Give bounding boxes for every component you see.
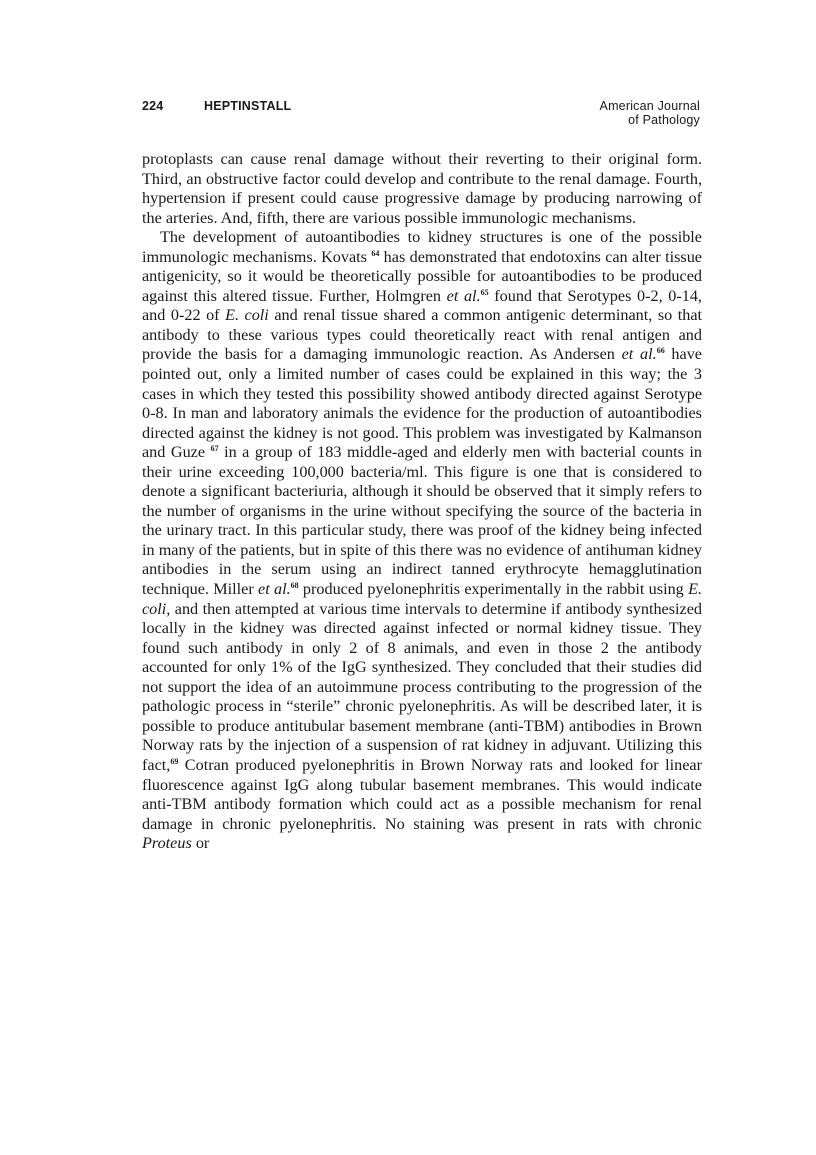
et-al-miller: et al. [258,580,291,599]
page-number: 224 [142,99,164,113]
journal-name-line1: American Journal [599,99,700,113]
e-coli-1: E. coli [225,306,269,325]
paragraph-2-text-7: produced pyelonephritis experimentally in the rabbit using [298,580,689,599]
page-header [142,97,700,131]
paragraph-2-text-6: in a group of 183 middle-aged and elderly men with bacterial counts in their urine exceeding 100,000 bacteria/ml. This figure is one that is considered to denote a significant bacteriuria, although it should be observed that it simply refers to the number of organisms in the urine without specifying the source of the bacteria in the urinary tract. In this particular study, there was proof of the kidney being infected in many of the patients, but in spite of this there was no evidence of antihuman kidney antibodies in the serum using an indirect tanned erythrocyte hemagglutination technique. Miller [142,443,702,599]
e-coli-2: E. coli, [142,580,702,618]
et-al-holmgren: et al. [446,286,481,305]
paragraph-2-text-8: and then attempted at various time intervals to determine if antibody synthesized locally in the kidney was directed against infected or normal kidney tissue. They found such antibody in only 2 of 8 animals, and even in those 2 the antibody accounted for only 1% of the IgG synthesized. They concluded that their studies did not support the idea of an autoimmune process contributing to the progression of the pathologic process in “sterile” chronic pyelonephritis. As will be described later, it is possible to produce antitubular basement membrane (anti-TBM) antibodies in Brown Norway rats by the injection of a suspension of rat kidney in adjuvant. Utilizing this fact, [142,599,702,774]
paragraph-2-text-2: has demonstrated that endotoxins can alter tissue antigenicity, so it would be theoretically possible for autoantibodies to be produced against this altered tissue. Further, Holmgren [142,247,702,305]
paragraph-2-text-5: have pointed out, only a limited number of cases could be explained in this way; the 3 cases in which they tested this possibility showed antibody directed against Serotype 0-8. In man and laboratory animals the evidence for the production of autoantibodies directed against the kidney is not good. This problem was investigated by Kalmanson and Guze [142,345,702,462]
journal-name-line2: of Pathology [628,113,700,127]
running-head: HEPTINSTALL [204,99,292,113]
paragraph-2-text-10: or [191,834,210,853]
paragraph-2 [142,228,702,854]
paragraph-2-text-3: found that Serotypes 0-2, 0-14, and 0-22 of [142,286,702,325]
paragraph-2-text-4: and renal tissue shared a common antigenic determinant, so that antibody to these various types could theoretically react with renal antigen and provide the basis for a damaging immunologic reaction. As Andersen [142,306,702,364]
paragraph-2-text-1: The development of autoantibodies to kidney structures is one of the possible immunologic mechanisms. Kovats [142,228,702,266]
et-al-andersen: et al. [621,345,657,364]
article-body [142,150,702,854]
reference-66: 66 [656,346,665,356]
reference-69: 69 [170,756,179,766]
reference-68: 68 [290,581,299,591]
reference-65: 65 [480,287,489,297]
journal-name [600,99,700,127]
paragraph-2-text-9: Cotran produced pyelonephritis in Brown Norway rats and looked for linear fluorescence against IgG along tubular basement membranes. This would indicate anti-TBM antibody formation which could act as a possible mechanism for renal damage in chronic pyelonephritis. No staining was present in rats with chronic [142,755,702,833]
paragraph-1 [142,150,702,228]
reference-67: 67 [210,444,219,454]
paragraph-1-text: protoplasts can cause renal damage without their reverting to their original form. Third, an obstructive factor could develop and contribute to the renal damage. Fourth, hypertension if present could cause progressive damage by producing narrowing of the arteries. And, fifth, there are various possible immunologic mechanisms. [142,150,702,227]
reference-64: 64 [371,248,380,258]
proteus-term: Proteus [142,834,192,853]
